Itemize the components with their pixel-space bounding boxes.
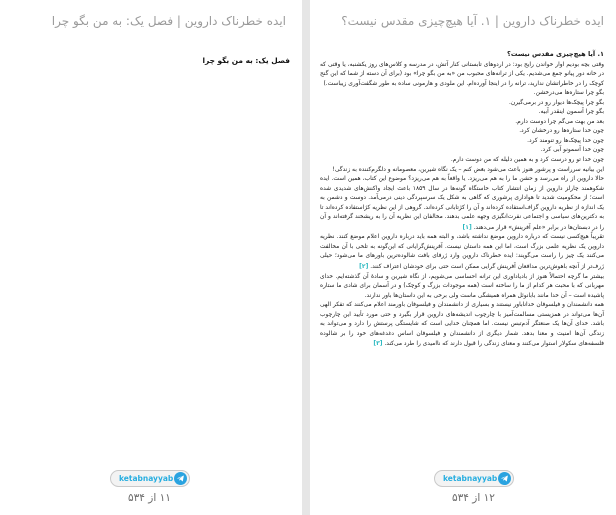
poem-line: بعد من بهت می‌گم چرا دوست دارم.	[515, 118, 604, 125]
running-header: ایده خطرناک داروین | فصل یک: به من بگو چرا	[51, 14, 286, 28]
paragraph	[320, 233, 604, 272]
poem-line: بگو چرا آسمون اینقدر آبیه.	[538, 109, 604, 116]
paragraph: وقتی بچه بودیم اوار خواندن رایج بود: در اردوهای تابستانی کنار آتش، در مدرسه و کلاس‌های روز یکشنبه، یا وقتی که در خانه دور پیانو جمع می‌شدیم. یکی از ترانه‌های محبوب من «به من بگو چرا» بود (برای آن دسته از شما که این گنج کوچک را در خاطراتشان ندارید، ترانه را در اینجا آورده‌ام. این ملودی و هارمونی ساده به طور شگفت‌آوری زیباست.)	[320, 61, 604, 87]
channel-watermark[interactable]	[110, 470, 190, 487]
paragraph-text: تقریباً هیچ‌کسی نیست که درباره داروین موضع نداشته باشد، و البته همه باید درباره داروین اعلام موضع کنند. نظریه داروین یک نظریه علمی بزرگ است، اما این همه داستان نیست. آفرینش‌گرایانی که این‌گونه به تلخی با آن مخالفت می‌کنند یک چیز را راست می‌گویند: ایده خطرناک داروین وارد ژرفای بافت شالوده‌ترین باورهای ما می‌شود؛ حیلی ژرف‌تر از آنچه باهوش‌ترین مدافعان آفرینش گرایی ممکن است حتی برای خودشان اعتراف کنند.	[320, 234, 604, 271]
paragraph: بیشتر ما گرچه احتمالاً هنوز از بادیاداوری این ترانه احساسی می‌شویم، از نگاه شیرین و سادهٔ آن گذشته‌ایم. خدای مهربانی که با محبت هر کدام از ما را ساخته است (همه موجودات بزرگ و کوچک) و در آسمان برای شادی ما ستاره پاشیده است – آن خدا مانند بابانوئل همراه همیشگی ماست ولی برخی به این داستان‌ها باور ندارند.	[320, 273, 604, 299]
poem-line: بگو چرا پیچک‌ها دیوار رو در برمی‌گیرن.	[508, 99, 604, 106]
footnote-marker[interactable]: [۲]	[359, 263, 369, 271]
footnote-marker[interactable]: [۳]	[373, 340, 383, 348]
paragraph-text: همه دانشمندان و فیلسوفان خداناباور نیستند و بسیاری از دانشمندان و فیلسوفان باورمند اعلام می‌کنند که تفکر الهی آن‌ها می‌تواند در همزیستی مسالمت‌آمیز با چارچوب اندیشه‌های داروین قرار بگیرد و حتی مورد تأیید این چارچوب باشد. خدای آن‌ها یک صنعتگر آدم‌تبس نیست. اما همچنان خدایی است که شایستگی پرستش را دارد و می‌تواند به زندگی آن‌ها امنیت و معنا بدهد. شمار دیگری از دانشمندان و فیلسوفان اساس دغدغه‌های خود را بر شالوده فلسفه‌های سکولار استوار می‌کنند و معنای زندگی را قبول دارند که ناامیدی را طرد می‌کند.	[320, 302, 604, 348]
paragraph: این بیانیه سرراست و پرشور هنوز باعث می‌شود بغض کنم – یک نگاه شیرین، معصومانه و دلگرم‌کننده به زندگی!	[332, 166, 604, 173]
chapter-heading: فصل یک: به من بگو چرا	[202, 56, 290, 65]
paragraph	[320, 175, 604, 233]
poem-line: بگو چرا ستاره‌ها می‌درخشن.	[533, 90, 604, 97]
body-text	[320, 50, 604, 350]
page-number: ۱۱ از ۵۳۴	[128, 492, 171, 504]
channel-watermark[interactable]	[434, 470, 514, 487]
telegram-icon	[498, 472, 511, 485]
poem-line: چون خدا آسمونو آبی کرد.	[540, 147, 604, 154]
running-header: ایده خطرناک داروین | ۱. آیا هیچ‌چیزی مقدس نیست؟	[341, 14, 604, 28]
watermark-text: ketabnayyab	[443, 474, 498, 483]
paragraph	[320, 301, 604, 350]
paragraph-text: حالا داروین از راه می‌رسد و حشن ما را به هم می‌ریزد. یا واقعاً به هم می‌ریزد؟ موضوع این کتاب، همین است. ایده شکوهمند چارلز داروین از زمان انتشار کتاب خاستگاه گونه‌ها در سال ۱۸۵۹ باعث ایجاد واکنش‌های شدیدی شده است؛ از محکومیت شدید تا هواداری پرشوری که گاهی به شکل یک سرسپردگی دینی درمی‌آمد. دوست و دشمن به یک اندازه از نظریه داروین گزاف‌استفاده کرده‌اند و آن را کژتابانی کرده‌اند. گروهی از این نظریه کژاستفاده کرده‌اند تا به دکترین‌های سیاسی و اجتماعی نفرت‌انگیزی وجهه علمی بدهند. مخالفان این نظریه آن را به ریشخند گرفته‌اند و آن را در دبستان‌ها در برابر «علم آفرینش» قرار می‌دهند.	[320, 176, 604, 231]
poem-line: چون خدا پیچک‌ها رو تنومند کرد.	[527, 137, 604, 144]
footnote-marker[interactable]: [۱]	[462, 223, 472, 231]
section-title: ۱. آیا هیچ‌چیزی مقدس نیست؟	[507, 50, 604, 58]
right-page	[310, 0, 616, 515]
poem-line: چون خدا ستاره‌ها رو درخشان کرد.	[519, 128, 604, 135]
page-number: ۱۲ از ۵۳۴	[452, 492, 495, 504]
left-page	[0, 0, 302, 515]
telegram-icon	[174, 472, 187, 485]
poem-line: چون خدا تو رو درست کرد و به همین دلیله که من دوست دارم.	[450, 157, 604, 164]
watermark-text: ketabnayyab	[119, 474, 174, 483]
page-gutter	[302, 0, 310, 515]
